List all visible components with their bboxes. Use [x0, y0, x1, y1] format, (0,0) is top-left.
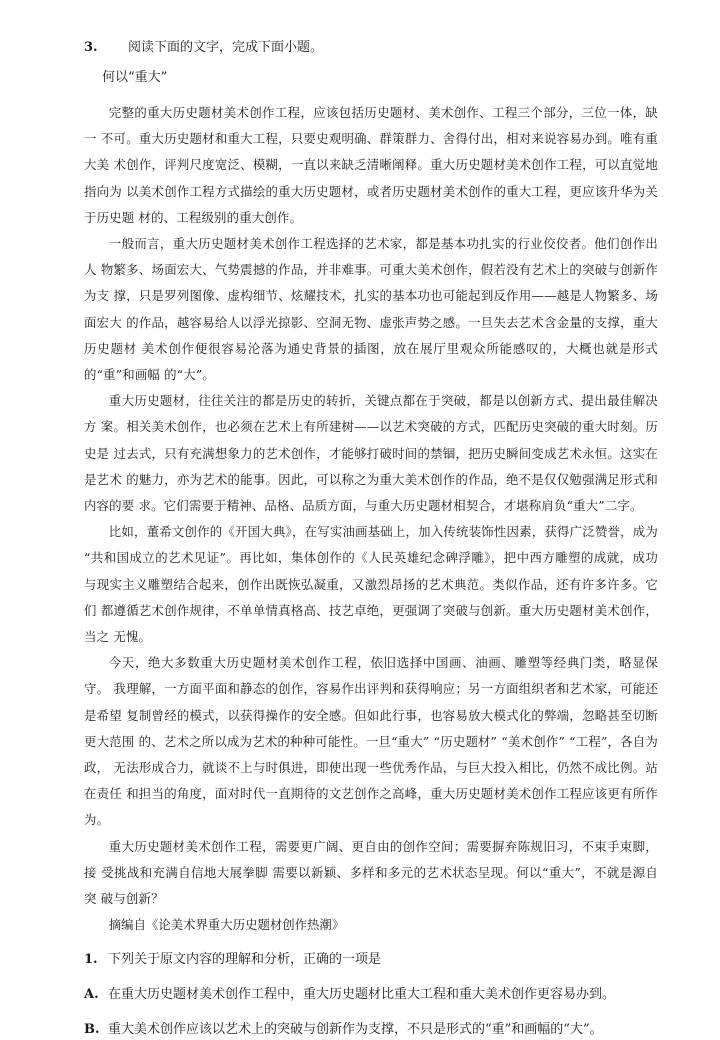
- option-b-text: 重大美术创作应该以艺术上的突破与创新作为支撑，不只是形式的“重”和画幅的“大”。: [108, 1022, 603, 1038]
- option-a-text: 在重大历史题材美术创作工程中，重大历史题材比重大工程和重大美术创作更容易办到。: [108, 987, 616, 1003]
- option-b[interactable]: [84, 1020, 658, 1040]
- option-a-label: A.: [84, 987, 99, 1003]
- article-paragraph-4: 比如，董希文创作的《开国大典》，在写实油画基础上，加入传统装饰性因素，获得广泛赞誉，成为 “共和国成立的艺术见证”。再比如，集体创作的《人民英雄纪念碑浮雕》，把中西方雕塑的成就，成功 与现实主义雕塑结合起来，创作出既恢弘凝重，又激烈昂扬的艺术典范。类似作品，还有许多许多。它们 都遵循艺术创作规律，不单单情真格高、技艺卓绝，更强调了突破与创新。重大历史题材美术创作，当之 无愧。: [84, 524, 658, 645]
- option-b-label: B.: [84, 1022, 100, 1038]
- sub-question-stem: [84, 950, 658, 970]
- article-paragraph-5: 今天，绝大多数重大历史题材美术创作工程，依旧选择中国画、油画、雕塑等经典门类，略显保守。 我理解，一方面平面和静态的创作，容易作出评判和获得响应；另一方面组织者和艺术家，可能还是希望 复制曾经的模式，以获得操作的安全感。但如此行事，也容易放大模式化的弊端，忽略甚至切断更大范围 的、艺术之所以成为艺术的种种可能性。一旦“重大” “历史题材” “美术创作” “工程”，各自为政， 无法形成合力，就谈不上与时俱进，即使出现一些优秀作品，与巨大投入相比，仍然不成比例。站在责任 和担当的角度，面对时代一直期待的文艺创作之高峰，重大历史题材美术创作工程应该更有所作为。: [84, 655, 658, 828]
- article-paragraph-2: 一般而言，重大历史题材美术创作工程选择的艺术家，都是基本功扎实的行业佼佼者。他们创作出人 物繁多、场面宏大、气势震撼的作品，并非难事。可重大美术创作，假若没有艺术上的突破与创新作为支 撑，只是罗列图像、虚构细节、炫耀技术，扎实的基本功也可能起到反作用——越是人物繁多、场面宏大 的作品，越容易给人以浮光掠影、空洞无物、虚张声势之感。一旦失去艺术含金量的支撑，重大历史题材 美术创作便很容易沦落为通史背景的插图，放在展厅里观众所能感叹的，大概也就是形式的“重”和画幅 的“大”。: [84, 236, 658, 383]
- question-header: [84, 38, 658, 58]
- question-number: 3.: [84, 40, 98, 55]
- article-source: 摘编自《论美术界重大历史题材创作热潮》: [108, 917, 345, 933]
- article-title: 何以“重大”: [102, 70, 168, 85]
- question-instruction: 阅读下面的文字，完成下面小题。: [128, 40, 324, 55]
- article-paragraph-6: 重大历史题材美术创作工程，需要更广阔、更自由的创作空间；需要摒弃陈规旧习，不束手束脚，接 受挑战和充满自信地大展拳脚 需要以新颖、多样和多元的艺术状态呈现。何以“重大”，不就是源自突 破与创新？: [84, 838, 658, 907]
- option-a[interactable]: [84, 985, 658, 1005]
- article-paragraph-3: 重大历史题材，往往关注的都是历史的转折，关键点都在于突破，都是以创新方式、提出最佳解决方 案。相关美术创作，也必须在艺术上有所建树——以艺术突破的方式，匹配历史突破的重大时刻。历史是 过去式，只有充满想象力的艺术创作，才能够打破时间的禁锢，把历史瞬间变成艺术永恒。这实在是艺术 的魅力，亦为艺术的能事。因此，可以称之为重大美术创作的作品，绝不是仅仅勉强满足形式和内容的要 求。它们需要于精神、品格、品质方面，与重大历史题材相契合，才堪称肩负“重大”二字。: [84, 393, 658, 514]
- sub-question-number: 1.: [84, 952, 98, 968]
- article-paragraph-1: 完整的重大历史题材美术创作工程，应该包括历史题材、美术创作、工程三个部分，三位一体，缺一 不可。重大历史题材和重大工程，只要史观明确、群策群力、舍得付出，相对来说容易办到。唯有重大美 术创作，评判尺度宽泛、模糊，一直以来缺乏清晰阐释。重大历史题材美术创作工程，可以直觉地指向为 以美术创作工程方式描绘的重大历史题材，或者历史题材美术创作的重大工程，更应该升华为关于历史题 材的、工程级别的重大创作。: [84, 105, 658, 225]
- sub-question-text: 下列关于原文内容的理解和分析，正确的一项是: [108, 952, 382, 968]
